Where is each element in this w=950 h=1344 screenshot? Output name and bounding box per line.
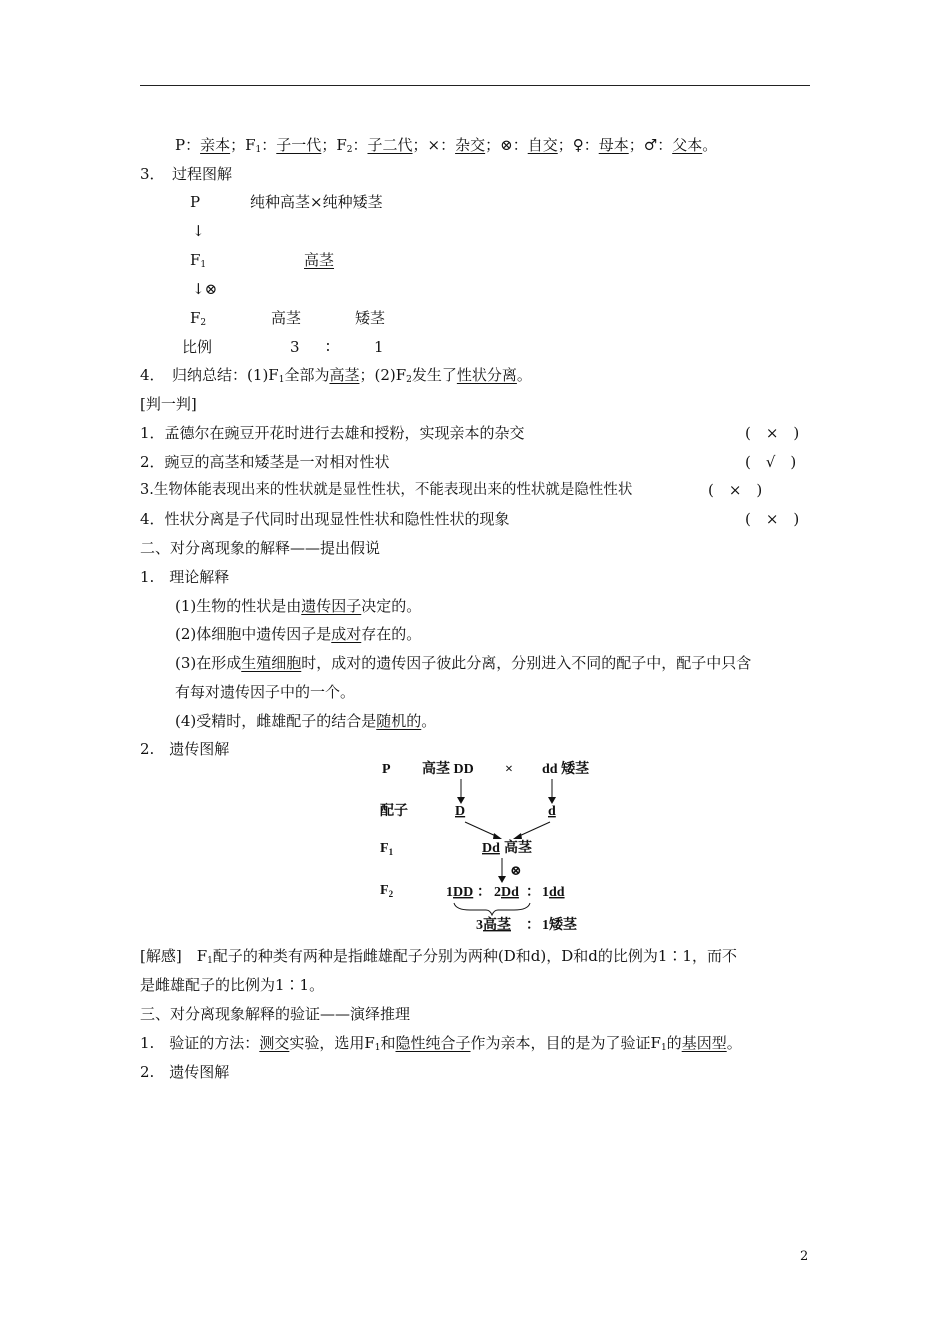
section2-diagram-heading: 2. 遗传图解 <box>140 740 230 758</box>
diag-merge-head-right <box>513 833 522 839</box>
header-rule <box>140 85 810 86</box>
diag-self-symbol: ⊗ <box>510 864 522 879</box>
cross-diagram <box>370 755 620 935</box>
diag-f1-pheno: 高茎 <box>504 841 532 856</box>
judge-answer-1: ( × ) <box>745 424 800 442</box>
diag-p-right: dd 矮茎 <box>542 762 590 777</box>
diag-p-left: 高茎 DD <box>422 762 474 777</box>
diag-self-arrowhead <box>498 876 506 883</box>
method-line: 1. 验证的方法：测交实验，选用$F_1$和隐性纯合子作为亲本，目的是为了验证$F_1$的基因型。 <box>140 1034 742 1053</box>
diag-merge-left <box>465 822 498 837</box>
process-ratio-right: 1 <box>374 338 384 356</box>
diag-cross: × <box>505 762 513 777</box>
judge-answer-2: ( √ ) <box>745 453 797 471</box>
diag-p-label: P <box>382 762 391 777</box>
diag-merge-head-left <box>493 833 502 839</box>
diag-gamete-label: 配子 <box>380 804 408 819</box>
judge-answer-3: ( × ) <box>708 481 763 499</box>
diag-arrowhead-left <box>457 797 465 804</box>
diag-f2-colon2: ： <box>526 885 540 900</box>
diag-gamete-right: d <box>548 804 556 819</box>
process-f2-short: 矮茎 <box>355 309 386 327</box>
process-ratio-left: 3 <box>290 338 300 356</box>
diag-ratio-tall: 3高茎 <box>476 918 511 933</box>
diag-f1-label: $F_1$ <box>380 841 394 857</box>
symbols-line: P：亲本；$F_1$：子一代；$F_2$：子二代；×：杂交；⊗：自交；♀：母本；♂：父本。 <box>175 136 718 155</box>
diag-ratio-short: 1矮茎 <box>542 918 577 933</box>
judge-item-4: 4．性状分离是子代同时出现显性性状和隐性性状的现象 <box>140 510 510 528</box>
note-line-2: 是雌雄配子的比例为1∶1。 <box>140 976 325 994</box>
theory-item-1: (1)生物的性状是由遗传因子决定的。 <box>175 597 422 615</box>
process-p-text: 纯种高茎×纯种矮茎 <box>250 193 383 211</box>
process-f1-text: 高茎 <box>304 251 335 269</box>
judge-item-1: 1．孟德尔在豌豆开花时进行去雄和授粉，实现亲本的杂交 <box>140 424 525 442</box>
theory-item-2: (2)体细胞中遗传因子是成对存在的。 <box>175 625 422 643</box>
process-ratio-colon: ∶ <box>326 338 330 356</box>
diag-f2-colon1: ： <box>477 885 491 900</box>
note-line-1: [解感] $F_1$配子的种类有两种是指雌雄配子分别为两种(D和d)，D和d的比例为1∶1，而不 <box>140 947 737 966</box>
summary-line: 4． 归纳总结：$(1)F_1$全部为高茎；$(2)F_2$发生了性状分离。 <box>140 366 532 385</box>
process-f1-label: $F_1$ <box>190 251 207 270</box>
section3-title: 三、对分离现象解释的验证——演绎推理 <box>140 1005 411 1023</box>
process-p-label: P <box>190 193 201 211</box>
theory-item-3-cont: 有每对遗传因子中的一个。 <box>175 683 356 701</box>
process-arrow-down: ↓ <box>192 222 205 240</box>
diag-merge-right <box>517 822 550 837</box>
judge-title: [判一判] <box>140 395 197 413</box>
theory-item-3: (3)在形成生殖细胞时，成对的遗传因子彼此分离，分别进入不同的配子中，配子中只含 <box>175 654 752 672</box>
diag-f2-dd-het: 2Dd <box>494 885 519 900</box>
diag-gamete-left: D <box>455 804 466 819</box>
process-f2-tall: 高茎 <box>271 309 302 327</box>
process-f2-label: $F_2$ <box>190 309 207 328</box>
diag-f2-label: $F_2$ <box>380 883 394 899</box>
process-heading: 3． 过程图解 <box>140 165 233 183</box>
diag-f2-dd: 1DD <box>446 885 474 900</box>
diag-f2-recessive: 1dd <box>542 885 565 900</box>
judge-answer-4: ( × ) <box>745 510 800 528</box>
diag-f1-geno: Dd <box>482 841 500 856</box>
section3-diagram-heading: 2. 遗传图解 <box>140 1063 230 1081</box>
judge-item-3: 3.生物体能表现出来的性状就是显性性状，不能表现出来的性状就是隐性性状 <box>140 482 633 498</box>
section2-title: 二、对分离现象的解释——提出假说 <box>140 539 381 557</box>
diag-brace <box>454 903 530 915</box>
theory-item-4: (4)受精时，雌雄配子的结合是随机的。 <box>175 712 437 730</box>
page-number: 2 <box>800 1249 809 1264</box>
diag-ratio-colon: ： <box>526 918 540 933</box>
process-self-arrow: ↓⊗ <box>192 280 218 298</box>
theory-heading: 1. 理论解释 <box>140 568 230 586</box>
judge-item-2: 2．豌豆的高茎和矮茎是一对相对性状 <box>140 453 390 471</box>
process-ratio-label: 比例 <box>182 338 213 356</box>
diag-arrowhead-right <box>548 797 556 804</box>
